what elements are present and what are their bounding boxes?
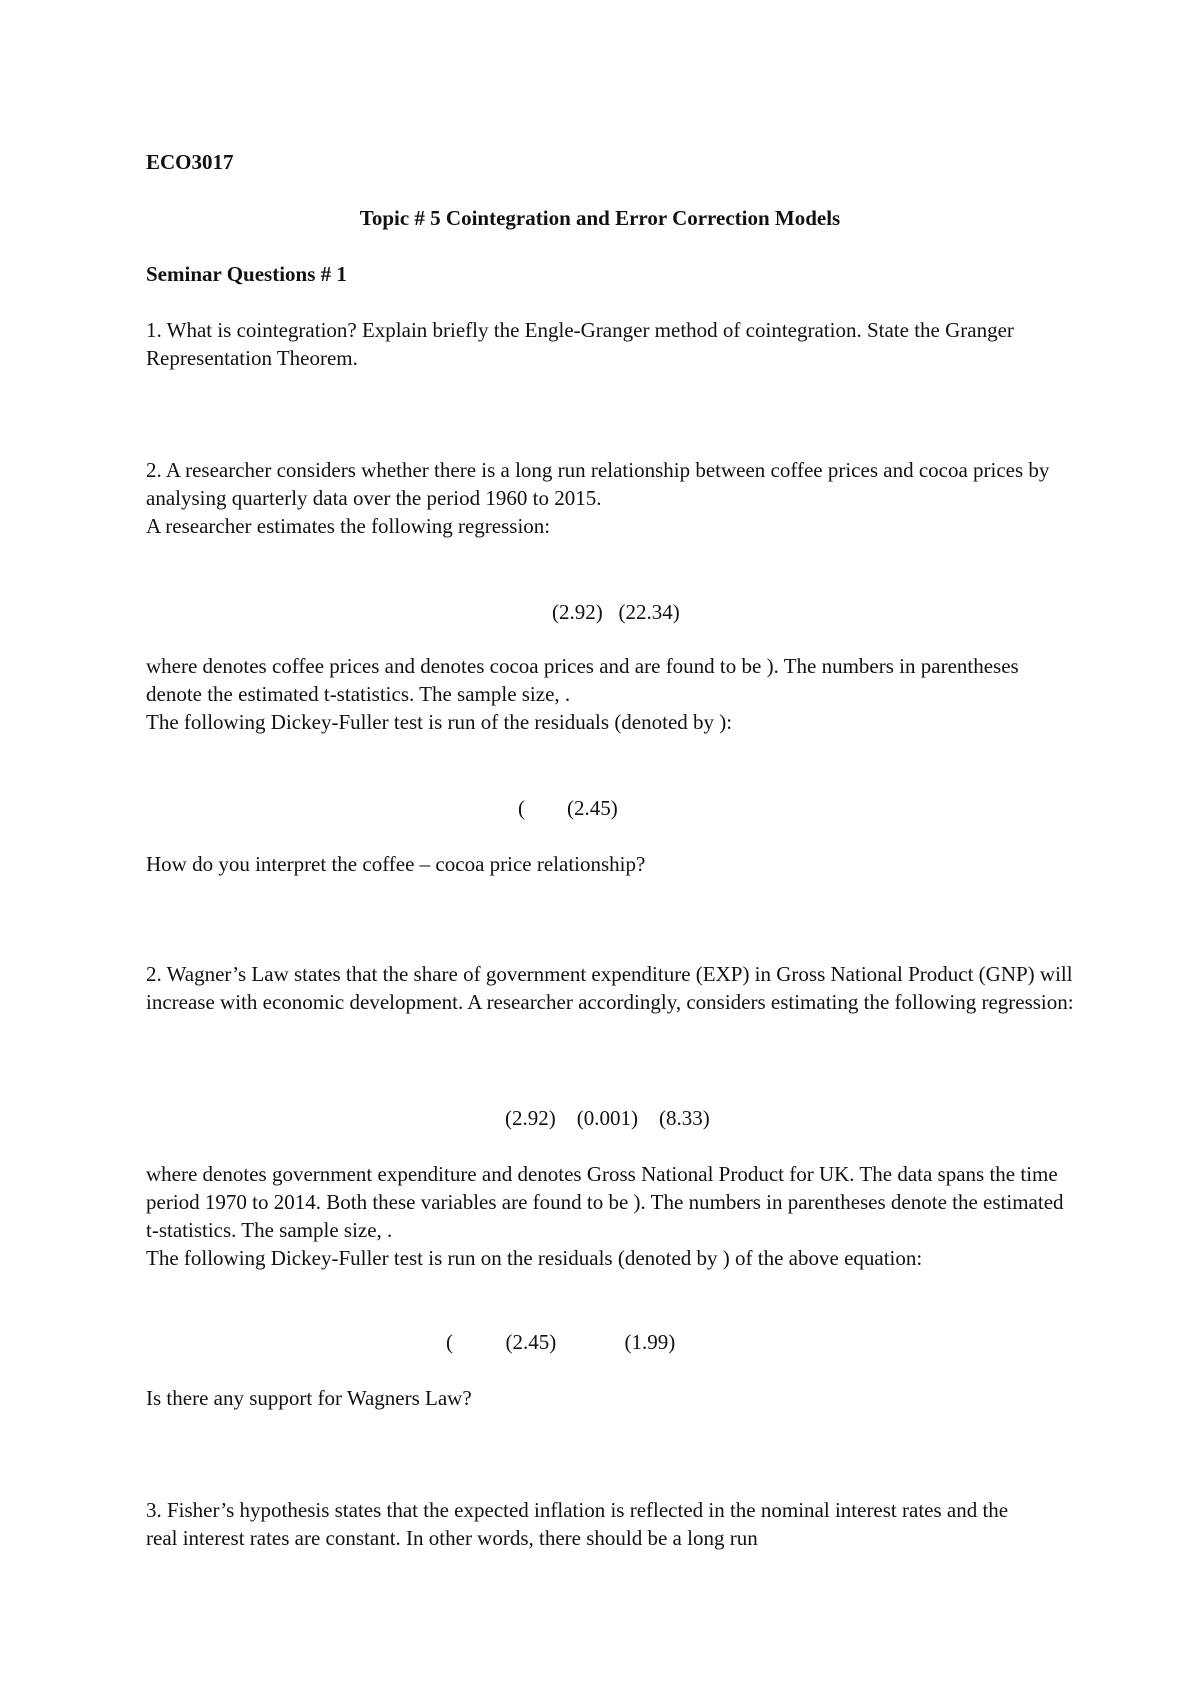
question-2-coffee-regression-intro: A researcher estimates the following regression: — [146, 514, 551, 538]
wagner-question: Is there any support for Wagners Law? — [146, 1386, 472, 1410]
wagner-df-intro: The following Dickey-Fuller test is run on the residuals (denoted by ) of the above equation: — [146, 1246, 923, 1270]
wagner-intro-text: 2. Wagner’s Law states that the share of government expenditure (EXP) in Gross National Product (GNP) will increase with economic development. A researcher accordingly, considers estimating the following regression: — [146, 962, 1074, 1014]
question-2-coffee-where — [146, 652, 1071, 736]
question-2-coffee-intro — [146, 456, 1066, 540]
question-1-text: 1. What is cointegration? Explain briefly the Engle-Granger method of cointegration. State the Granger Representation Theorem. — [146, 318, 1014, 370]
question-2-coffee-intro-text: 2. A researcher considers whether there is a long run relationship between coffee prices and cocoa prices by analysing quarterly data over the period 1960 to 2015. — [146, 458, 1050, 510]
coffee-regression-tstats: (2.92) (22.34) — [552, 600, 680, 624]
coffee-question: How do you interpret the coffee – cocoa price relationship? — [146, 852, 646, 876]
wagner-df-tstats: ( (2.45) (1.99) — [446, 1330, 676, 1354]
coffee-df-tstats: ( (2.45) — [518, 796, 618, 820]
topic-title: Topic # 5 Cointegration and Error Correction Models — [359, 206, 841, 230]
question-3-text: 3. Fisher’s hypothesis states that the expected inflation is reflected in the nominal interest rates and the real interest rates are constant. In other words, there should be a long run — [146, 1498, 1009, 1550]
question-2-wagner-intro — [146, 960, 1076, 1016]
question-3 — [146, 1496, 1026, 1552]
coffee-where-text: where denotes coffee prices and denotes cocoa prices and are found to be ). The numbers in parentheses denote the estimated t-statistics. The sample size, . — [146, 654, 1019, 706]
wagner-where-text: where denotes government expenditure and denotes Gross National Product for UK. The data spans the time period 1970 to 2014. Both these variables are found to be ). The numbers in parentheses denote the estimated t-statistics. The sample size, . — [146, 1162, 1064, 1242]
coffee-df-intro: The following Dickey-Fuller test is run of the residuals (denoted by ): — [146, 710, 733, 734]
question-2-wagner-where — [146, 1160, 1071, 1272]
course-code: ECO3017 — [146, 150, 234, 174]
seminar-heading: Seminar Questions # 1 — [146, 262, 347, 286]
wagner-regression-tstats: (2.92) (0.001) (8.33) — [505, 1106, 710, 1130]
question-1 — [146, 316, 1051, 372]
